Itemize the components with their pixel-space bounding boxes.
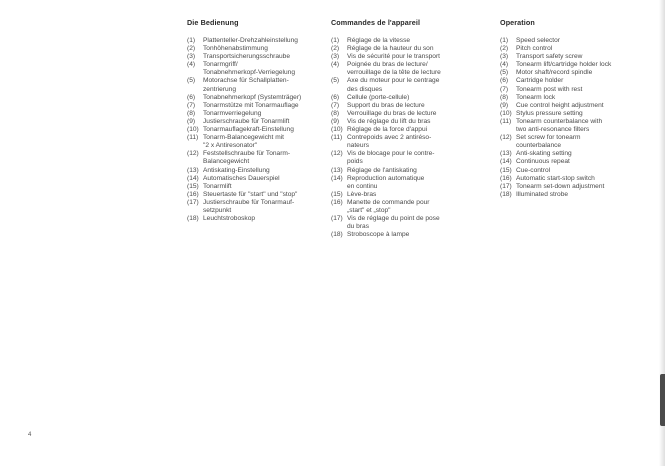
- item-text-line: des disques: [347, 85, 383, 93]
- item-text-line: poids: [347, 158, 363, 166]
- item-text-line: Tonarmlift: [203, 182, 232, 190]
- item-number: (17): [331, 215, 343, 223]
- item-text: [203, 134, 335, 150]
- item-list: [187, 37, 335, 223]
- item-text: [347, 118, 501, 126]
- item-text-line: Vis de sécurité pour le transport: [347, 53, 440, 61]
- item-text-line: Automatisches Dauerspiel: [203, 174, 280, 182]
- list-item: [187, 126, 335, 134]
- list-item: [187, 183, 335, 191]
- item-text: [203, 199, 335, 215]
- item-text: [347, 134, 501, 150]
- item-number: (13): [500, 150, 512, 158]
- item-text-line: Tonhöhenabstimmung: [203, 45, 268, 53]
- item-text: [516, 183, 660, 191]
- item-text-line: Pitch control: [516, 45, 553, 53]
- item-number: (9): [500, 101, 509, 109]
- item-number: (3): [331, 53, 340, 61]
- item-number: (5): [331, 77, 340, 85]
- item-text: [347, 215, 501, 231]
- item-text-line: Poignée du bras de lecture/: [347, 61, 428, 69]
- list-item: [187, 53, 335, 61]
- item-text: [516, 167, 660, 175]
- item-text-line: Illuminated strobe: [516, 190, 569, 198]
- item-text-line: Tonearm lift/cartridge holder lock: [516, 61, 612, 69]
- list-item: [331, 61, 501, 77]
- item-text-line: two anti-resonance filters: [516, 126, 590, 134]
- item-number: (1): [187, 37, 196, 44]
- item-number: (11): [331, 134, 343, 142]
- list-item: [500, 134, 660, 150]
- item-text-line: Manette de commande pour: [347, 198, 430, 206]
- item-number: (11): [187, 134, 199, 142]
- item-text: [516, 37, 660, 45]
- item-text: [203, 53, 335, 61]
- item-text-line: Feststellschraube für Tonarm-: [203, 150, 291, 158]
- item-text-line: Support du bras de lecture: [347, 101, 425, 109]
- item-text-line: Verrouillage du bras de lecture: [347, 109, 437, 117]
- item-number: (17): [187, 198, 199, 206]
- list-item: [500, 102, 660, 110]
- item-text: [203, 215, 335, 223]
- item-text-line: Vis de réglage du point de pose: [347, 215, 440, 223]
- column-english: [500, 18, 660, 199]
- item-text-line: Motorachse für Schallplatten-: [203, 77, 289, 85]
- list-item: [187, 37, 335, 45]
- item-text-line: Cue control height adjustment: [516, 101, 604, 109]
- item-number: (2): [500, 45, 509, 53]
- item-text: [203, 45, 335, 53]
- list-item: [331, 94, 501, 102]
- item-number: (8): [500, 93, 509, 101]
- item-number: (15): [331, 190, 343, 198]
- item-text: [347, 167, 501, 175]
- item-text-line: Motor shaft/record spindle: [516, 69, 593, 77]
- item-text-line: Axe du moteur pour le centrage: [347, 77, 440, 85]
- item-number: (13): [331, 166, 343, 174]
- list-item: [500, 69, 660, 77]
- item-text: [203, 102, 335, 110]
- page-number: 4: [28, 432, 32, 438]
- item-text: [203, 167, 335, 175]
- item-number: (13): [187, 166, 199, 174]
- item-text: [516, 94, 660, 102]
- item-text: [203, 118, 335, 126]
- list-item: [500, 94, 660, 102]
- item-text-line: en continu: [347, 182, 378, 190]
- item-text-line: Réglage de la hauteur du son: [347, 45, 434, 53]
- list-item: [187, 102, 335, 110]
- item-text-line: Tonabnehmerkopf-Verriegelung: [203, 69, 296, 77]
- list-item: [187, 134, 335, 150]
- item-text-line: Cue-control: [516, 166, 551, 174]
- item-number: (1): [331, 37, 340, 44]
- column-german: [187, 18, 335, 223]
- item-text: [347, 94, 501, 102]
- item-number: (14): [500, 158, 512, 166]
- list-item: [331, 199, 501, 215]
- list-item: [187, 118, 335, 126]
- item-text: [516, 150, 660, 158]
- item-text: [516, 77, 660, 85]
- item-number: (12): [500, 134, 512, 142]
- item-text: [203, 183, 335, 191]
- item-text-line: nateurs: [347, 142, 369, 150]
- item-text-line: "2 x Antiresonator": [203, 142, 258, 150]
- item-text-line: Cellule (porte-cellule): [347, 93, 410, 101]
- item-text-line: Tonarm-Balancegewicht mit: [203, 134, 284, 142]
- item-number: (2): [187, 45, 196, 53]
- item-text-line: Leuchtstroboskop: [203, 215, 256, 223]
- item-text-line: Lève-bras: [347, 190, 377, 198]
- item-text-line: Tonabnehmerkopf (Systemträger): [203, 93, 302, 101]
- item-number: (4): [331, 61, 340, 69]
- item-number: (5): [187, 77, 196, 85]
- item-text-line: Tonearm counterbalance with: [516, 117, 603, 125]
- item-text-line: Tonearm lock: [516, 93, 556, 101]
- list-item: [500, 118, 660, 134]
- item-text-line: Antiskating-Einstellung: [203, 166, 270, 174]
- item-text-line: Plattenteller-Drehzahleinstellung: [203, 37, 298, 44]
- item-number: (2): [331, 45, 340, 53]
- item-number: (8): [331, 109, 340, 117]
- item-number: (9): [331, 117, 340, 125]
- item-text: [516, 175, 660, 183]
- item-number: (12): [331, 150, 343, 158]
- item-number: (4): [500, 61, 509, 69]
- list-item: [331, 191, 501, 199]
- list-item: [331, 53, 501, 61]
- list-item: [500, 53, 660, 61]
- list-item: [500, 158, 660, 166]
- list-item: [331, 134, 501, 150]
- column-french: [331, 18, 501, 239]
- item-text-line: Stroboscope à lampe: [347, 231, 410, 239]
- list-item: [500, 37, 660, 45]
- item-text-line: Automatic start-stop switch: [516, 174, 595, 182]
- column-title: Commandes de l'appareil: [331, 18, 421, 27]
- item-text-line: Set screw for tonearm: [516, 134, 581, 142]
- item-text-line: counterbalance: [516, 142, 562, 150]
- item-number: (18): [187, 215, 199, 223]
- item-text: [347, 102, 501, 110]
- item-text: [516, 118, 660, 134]
- list-item: [187, 94, 335, 102]
- list-item: [500, 77, 660, 85]
- item-number: (14): [187, 174, 199, 182]
- item-number: (18): [500, 190, 512, 198]
- item-number: (5): [500, 69, 509, 77]
- list-item: [331, 77, 501, 93]
- item-text-line: Transportsicherungsschraube: [203, 53, 290, 61]
- item-text-line: Transport safety screw: [516, 53, 583, 61]
- item-number: (6): [331, 93, 340, 101]
- item-text-line: Tonearm set-down adjustment: [516, 182, 605, 190]
- list-item: [331, 175, 501, 191]
- item-number: (15): [500, 166, 512, 174]
- list-item: [187, 199, 335, 215]
- item-text-line: Stylus pressure setting: [516, 109, 583, 117]
- item-number: (12): [187, 150, 199, 158]
- item-number: (16): [500, 174, 512, 182]
- item-text-line: Justierschraube für Tonarmlift: [203, 117, 290, 125]
- item-text-line: „start" et „stop": [347, 206, 391, 214]
- item-text-line: Continuous repeat: [516, 158, 570, 166]
- item-text-line: Contrepoids avec 2 antiréso-: [347, 134, 432, 142]
- item-text-line: Anti-skating setting: [516, 150, 572, 158]
- item-number: (6): [500, 77, 509, 85]
- item-text: [516, 69, 660, 77]
- list-item: [187, 167, 335, 175]
- item-text: [516, 134, 660, 150]
- item-text: [347, 61, 501, 77]
- item-number: (7): [500, 85, 509, 93]
- item-text: [347, 110, 501, 118]
- item-text: [203, 37, 335, 45]
- item-number: (9): [187, 117, 196, 125]
- item-text: [203, 191, 335, 199]
- item-text: [203, 77, 335, 93]
- item-text: [347, 37, 501, 45]
- list-item: [187, 110, 335, 118]
- list-item: [331, 150, 501, 166]
- item-text: [203, 61, 335, 77]
- item-number: (10): [500, 109, 512, 117]
- list-item: [500, 61, 660, 69]
- item-text-line: Réglage de l'antiskating: [347, 166, 417, 174]
- item-text-line: Réglage de la vitesse: [347, 37, 411, 44]
- list-item: [331, 45, 501, 53]
- item-text: [347, 53, 501, 61]
- item-number: (3): [187, 53, 196, 61]
- column-title: Die Bedienung: [187, 18, 239, 27]
- item-text-line: verrouillage de la tête de lecture: [347, 69, 441, 77]
- item-number: (7): [187, 101, 196, 109]
- item-number: (8): [187, 109, 196, 117]
- item-text: [203, 110, 335, 118]
- item-text-line: Tonarmauflagekraft-Einstellung: [203, 126, 294, 134]
- item-text: [516, 61, 660, 69]
- item-number: (15): [187, 182, 199, 190]
- item-number: (7): [331, 101, 340, 109]
- list-item: [187, 61, 335, 77]
- item-text: [516, 102, 660, 110]
- item-number: (4): [187, 61, 196, 69]
- item-text: [347, 231, 501, 239]
- item-number: (10): [187, 126, 199, 134]
- item-text: [516, 191, 660, 199]
- list-item: [500, 167, 660, 175]
- item-text: [347, 126, 501, 134]
- item-text: [203, 94, 335, 102]
- item-number: (10): [331, 126, 343, 134]
- list-item: [187, 77, 335, 93]
- list-item: [331, 126, 501, 134]
- page-edge-mark: [660, 374, 665, 426]
- item-text-line: Réglage de la force d'appui: [347, 126, 428, 134]
- list-item: [500, 45, 660, 53]
- item-text-line: Reproduction automatique: [347, 174, 425, 182]
- item-text-line: Vis de blocage pour le contre-: [347, 150, 435, 158]
- column-title: Operation: [500, 18, 535, 27]
- item-text: [203, 175, 335, 183]
- item-text: [347, 199, 501, 215]
- item-text: [203, 126, 335, 134]
- item-number: (3): [500, 53, 509, 61]
- list-item: [331, 110, 501, 118]
- item-number: (18): [331, 231, 343, 239]
- list-item: [500, 110, 660, 118]
- list-item: [500, 150, 660, 158]
- item-text-line: Cartridge holder: [516, 77, 564, 85]
- list-item: [187, 150, 335, 166]
- item-list: [500, 37, 660, 199]
- item-text: [347, 175, 501, 191]
- item-text: [516, 53, 660, 61]
- item-text-line: Tonarmverriegelung: [203, 109, 262, 117]
- list-item: [331, 37, 501, 45]
- item-text: [347, 150, 501, 166]
- item-text-line: Tonearm post with rest: [516, 85, 583, 93]
- item-text: [347, 45, 501, 53]
- list-item: [331, 231, 501, 239]
- item-text-line: Speed selector: [516, 37, 560, 44]
- item-number: (16): [331, 198, 343, 206]
- list-item: [331, 102, 501, 110]
- list-item: [500, 191, 660, 199]
- item-list: [331, 37, 501, 239]
- item-number: (14): [331, 174, 343, 182]
- list-item: [331, 215, 501, 231]
- item-text: [516, 110, 660, 118]
- item-text-line: zentrierung: [203, 85, 236, 93]
- item-number: (17): [500, 182, 512, 190]
- item-text-line: Tonarmgriff/: [203, 61, 238, 69]
- list-item: [187, 191, 335, 199]
- list-item: [187, 175, 335, 183]
- list-item: [500, 86, 660, 94]
- list-item: [500, 183, 660, 191]
- item-number: (16): [187, 190, 199, 198]
- item-text: [516, 45, 660, 53]
- item-text-line: setzpunkt: [203, 206, 232, 214]
- list-item: [187, 45, 335, 53]
- item-number: (6): [187, 93, 196, 101]
- item-text: [203, 150, 335, 166]
- item-text-line: Tonarmstütze mit Tonarmauflage: [203, 101, 299, 109]
- item-text: [516, 158, 660, 166]
- item-text-line: du bras: [347, 223, 369, 231]
- item-number: (11): [500, 117, 512, 125]
- item-text: [516, 86, 660, 94]
- list-item: [331, 167, 501, 175]
- item-text-line: Vis de réglage du lift du bras: [347, 117, 431, 125]
- item-text: [347, 191, 501, 199]
- item-text-line: Balancegewicht: [203, 158, 250, 166]
- list-item: [187, 215, 335, 223]
- item-text-line: Justierschraube für Tonarmauf-: [203, 198, 295, 206]
- item-number: (1): [500, 37, 509, 44]
- list-item: [500, 175, 660, 183]
- item-text-line: Steuertaste für "start" und "stop": [203, 190, 298, 198]
- item-text: [347, 77, 501, 93]
- list-item: [331, 118, 501, 126]
